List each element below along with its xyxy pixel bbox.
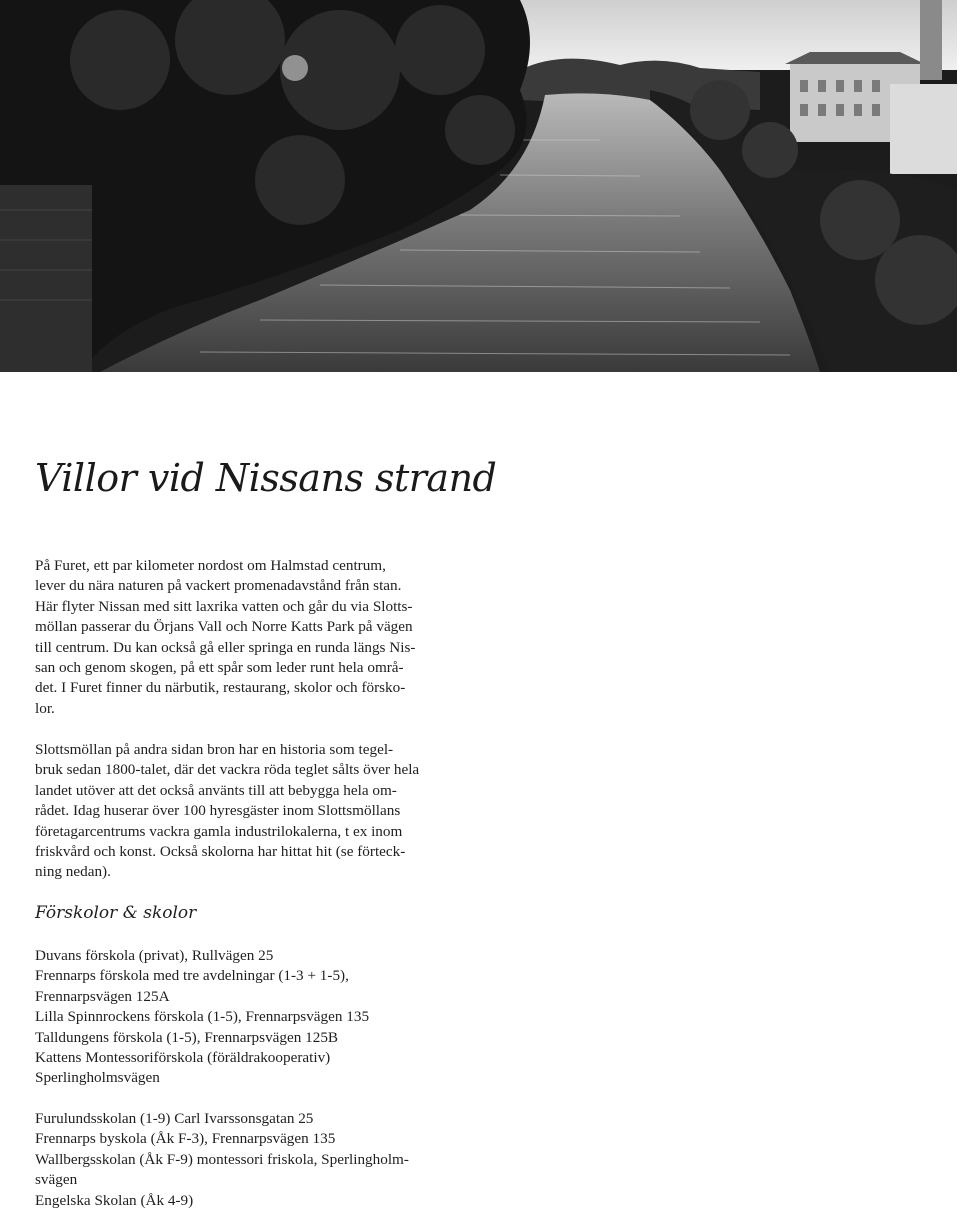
preschool-list: [35, 946, 475, 1089]
paragraph-line: Slottsmöllan på andra sidan bron har en historia som tegel-: [35, 741, 394, 758]
paragraph-line: bruk sedan 1800-talet, där det vackra röda teglet sålts över hela: [35, 761, 420, 779]
intro-paragraph: [35, 556, 455, 719]
river-landscape-illustration: [0, 0, 957, 372]
paragraph-line: På Furet, ett par kilometer nordost om Halmstad centrum,: [35, 557, 386, 574]
paragraph-line: lever du nära naturen på vackert promenadavstånd från stan.: [35, 577, 402, 595]
paragraph-line: ning nedan).: [35, 863, 111, 881]
river-photo: [0, 0, 957, 372]
paragraph-line: till centrum. Du kan också gå eller springa en runda längs Nis-: [35, 638, 416, 656]
list-item: svägen: [35, 1171, 78, 1189]
list-item: Sperlingholmsvägen: [35, 1069, 160, 1087]
bridge-pillar: [0, 185, 92, 372]
list-item: Engelska Skolan (Åk 4-9): [35, 1191, 194, 1209]
list-item: Duvans förskola (privat), Rullvägen 25: [35, 947, 274, 964]
list-item: Frennarps förskola med tre avdelningar (1-3 + 1-5),: [35, 967, 349, 985]
paragraph-line: landet utöver att det också använts till att bebygga hela om-: [35, 781, 397, 799]
list-item: Frennarpsvägen 125A: [35, 987, 170, 1005]
chimney: [920, 0, 942, 80]
paragraph-line: företagarcentrums vackra gamla industrilokalerna, t ex inom: [35, 822, 403, 840]
schools-subheading: Förskolor & skolor: [35, 903, 197, 923]
school-list: [35, 1109, 475, 1211]
paragraph-line: Här flyter Nissan med sitt laxrika vatten och går du via Slotts-: [35, 597, 413, 615]
sun-flare: [282, 55, 308, 81]
list-item: Kattens Montessoriförskola (föräldrakooperativ): [35, 1049, 331, 1067]
list-item: Talldungens förskola (1-5), Frennarpsvägen 125B: [35, 1028, 339, 1046]
paragraph-line: lor.: [35, 699, 55, 717]
list-item: Furulundsskolan (1-9) Carl Ivarssonsgatan 25: [35, 1110, 314, 1127]
paragraph-line: friskvård och konst. Också skolorna har hittat hit (se förteck-: [35, 843, 406, 861]
paragraph-line: san och genom skogen, på ett spår som leder runt hela områ-: [35, 659, 404, 677]
paragraph-line: möllan passerar du Örjans Vall och Norre Katts Park på vägen: [35, 618, 413, 636]
list-item: Wallbergsskolan (Åk F-9) montessori friskola, Sperlingholm-: [35, 1150, 409, 1168]
article-title: Villor vid Nissans strand: [35, 456, 497, 500]
list-item: Frennarps byskola (Åk F-3), Frennarpsvägen 135: [35, 1130, 336, 1148]
list-item: Lilla Spinnrockens förskola (1-5), Frennarpsvägen 135: [35, 1008, 370, 1026]
history-paragraph: [35, 740, 455, 883]
paragraph-line: det. I Furet finner du närbutik, restaurang, skolor och försko-: [35, 679, 406, 697]
paragraph-line: rådet. Idag huserar över 100 hyresgäster inom Slottsmöllans: [35, 802, 401, 820]
